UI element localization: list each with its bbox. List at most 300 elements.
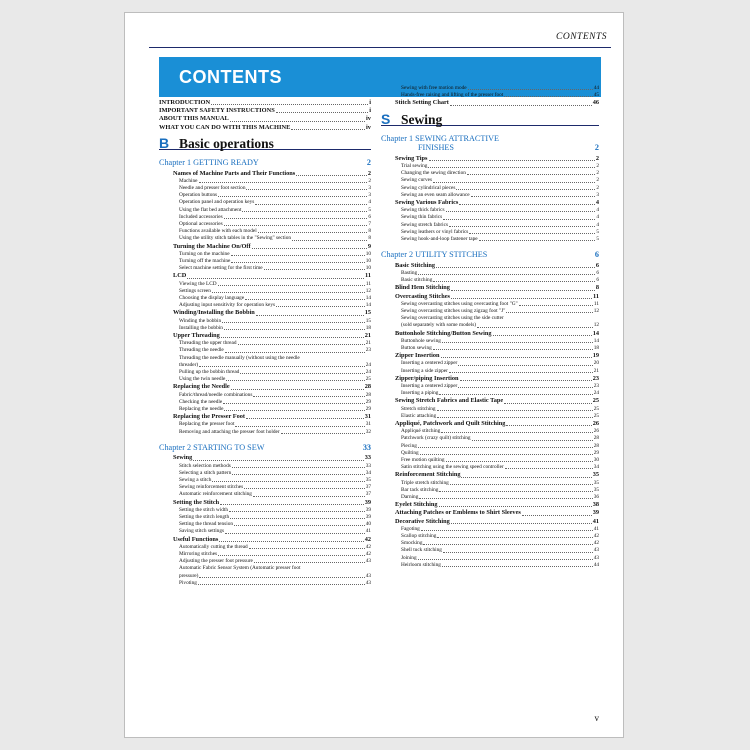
toc-subentry[interactable] [381,555,599,562]
dot-leader [505,468,593,469]
entry-title: Replacing the Presser Foot [173,413,245,421]
dot-leader [198,584,365,585]
dot-leader [245,299,365,300]
entry-title: Pulling up the bobbin thread [179,369,240,375]
toc-heading[interactable] [381,501,599,509]
entry-title: Inserting a centered zipper [401,360,458,367]
entry-page: 28 [364,383,371,391]
chapter-title: Chapter 2 STARTING TO SEW [159,442,265,452]
toc-subentry[interactable] [381,480,599,487]
entry-page: 11 [593,292,599,300]
toc-subentry[interactable] [159,514,371,521]
toc-subentry[interactable] [381,443,599,450]
toc-subentry[interactable] [381,270,599,277]
toc-subentry[interactable] [159,302,371,309]
toc-subentry[interactable] [159,281,371,288]
entry-title: Sewing thick fabrics [401,207,445,214]
toc-heading[interactable] [381,471,599,479]
toc-heading[interactable] [381,199,599,207]
entry-page: 33 [364,454,371,462]
entry-page: 18 [593,344,599,351]
entry-title: Winding/Installing the Bobbin [173,309,255,317]
toc-subentry[interactable] [381,315,599,322]
section-letter: B [159,134,170,151]
entry-page: 6 [368,213,371,220]
dot-leader [446,461,593,462]
entry-title: LCD [173,272,187,280]
dot-leader [187,278,364,279]
toc-subentry[interactable] [159,235,371,242]
dot-leader [442,342,593,343]
entry-page: 43 [593,547,599,554]
entry-title: Installing the bobbin [179,324,223,331]
entry-title: Settings screen [179,287,211,294]
toc-heading[interactable] [159,332,371,340]
entry-title: Threading the needle [179,347,224,354]
entry-page: 28 [365,391,371,398]
entry-title: Sewing overcasting stitches using the side cutter [401,315,504,322]
dot-leader [211,104,368,105]
entry-page: 5 [596,228,599,235]
dot-leader [460,380,592,381]
toc-subentry[interactable] [381,533,599,540]
chapter-title-line1: Chapter 1 SEWING ATTRACTIVE [381,133,500,143]
toc-heading[interactable] [381,262,599,270]
toc-heading[interactable] [381,352,599,360]
toc-subentry[interactable] [159,376,371,383]
entry-page: 41 [365,528,371,535]
chapter-heading[interactable] [381,134,599,152]
toc-subentry[interactable] [159,340,371,347]
dot-leader [199,182,368,183]
dot-leader [504,403,592,404]
dot-leader [224,225,368,226]
toc-heading[interactable] [381,155,599,163]
entry-page: 2 [368,177,371,184]
toc-heading[interactable] [159,499,371,507]
entry-title: Selecting a stitch pattern [179,469,232,476]
toc-subentry[interactable] [159,528,371,535]
section-letter: S [381,110,391,127]
toc-subentry[interactable] [159,214,371,221]
entry-title: Patchwork (crazy quilt) stitching [401,435,471,442]
toc-subentry[interactable] [159,369,371,376]
left-column [159,99,371,587]
dot-leader [418,447,593,448]
toc-heading[interactable] [159,413,371,421]
entry-page: 38 [592,501,599,509]
entry-page: 24 [593,390,599,397]
chapter-heading[interactable] [159,443,371,453]
toc-subentry[interactable] [159,325,371,332]
entry-page: 46 [592,99,599,107]
toc-subentry[interactable] [381,229,599,236]
entry-page: 33 [365,462,371,469]
entry-title: Fagoting [401,525,420,532]
toc-subentry[interactable] [381,345,599,352]
entry-page: 43 [365,572,371,579]
continued-entries [381,85,599,108]
entry-page: 35 [592,471,599,479]
entry-page: 6 [596,277,599,284]
entry-page: 6 [596,269,599,276]
dot-leader [437,537,592,538]
entry-title: Darning [401,494,419,501]
toc-heading[interactable] [159,383,371,391]
entry-page: 34 [365,469,371,476]
toc-subentry[interactable] [381,163,599,170]
dot-leader [477,327,593,328]
dot-leader [433,281,595,282]
toc-heading[interactable] [381,420,599,428]
toc-subentry[interactable] [159,178,371,185]
entry-page: 41 [592,517,599,525]
toc-subentry[interactable] [159,558,371,565]
dot-leader [441,357,592,358]
toc-subentry[interactable] [159,228,371,235]
dot-leader [238,344,365,345]
entry-title: Button sewing [401,344,432,351]
toc-heading[interactable] [159,309,371,317]
entry-title: Eyelet Stitching [395,501,438,509]
toc-subentry[interactable] [159,507,371,514]
entry-page: 3 [368,192,371,199]
entry-page: 26 [592,420,599,428]
entry-title: Replacing the needle [179,406,224,413]
toc-heading[interactable] [381,375,599,383]
dot-leader [218,555,365,556]
entry-title: Saving stitch settings [179,528,225,535]
toc-subentry[interactable] [159,199,371,206]
entry-page: 25 [593,405,599,412]
toc-heading[interactable] [381,99,599,107]
entry-page: 10 [365,250,371,257]
dot-leader [437,417,593,418]
toc-heading[interactable] [381,518,599,526]
toc-subentry[interactable] [381,308,599,315]
entry-page: 15 [365,317,371,324]
toc-subentry[interactable] [381,368,599,375]
entry-title: Inserting a piping [401,390,439,397]
dot-leader [449,372,593,373]
entry-title: Piecing [401,442,417,449]
toc-subentry[interactable] [159,258,371,265]
dot-leader [418,559,593,560]
toc-subentry[interactable] [381,526,599,533]
toc-subentry[interactable] [159,355,371,362]
dot-leader [281,433,365,434]
entry-title: Quilting [401,449,419,456]
entry-page: 35 [593,479,599,486]
entry-page: 34 [593,464,599,471]
dot-leader [255,204,367,205]
section-basic-operations [159,134,371,151]
toc-subentry[interactable] [381,494,599,501]
toc-subentry[interactable] [381,207,599,214]
entry-page: 31 [364,413,371,421]
toc-heading[interactable] [159,243,371,251]
dot-leader [222,322,365,323]
toc-subentry[interactable] [381,301,599,308]
dot-leader [291,129,365,130]
dot-leader [220,504,364,505]
intro-entry[interactable] [159,115,371,123]
entry-page: 3 [596,191,599,198]
dot-leader [231,262,364,263]
dot-leader [433,349,593,350]
entry-page: 2 [596,184,599,191]
entry-title: Checking the needle [179,398,223,405]
entry-page: 23 [593,383,599,389]
dot-leader [479,240,596,241]
toc-subentry[interactable] [159,477,371,484]
toc-subentry[interactable] [159,406,371,413]
dot-leader [493,335,592,336]
dot-leader [254,562,365,563]
dot-leader [252,248,367,249]
entry-page: 42 [365,543,371,550]
dot-leader [451,290,595,291]
dot-leader [439,506,592,507]
toc-subentry[interactable] [159,347,371,354]
entry-page: 35 [365,476,371,483]
contents-title: CONTENTS [179,67,282,87]
intro-entry[interactable] [159,124,371,132]
entry-page: 21 [593,367,599,374]
toc-subentry[interactable] [381,457,599,464]
toc-heading[interactable] [381,509,599,517]
entry-title: Sewing hook-and-loop fastener tape [401,236,478,243]
toc-subentry[interactable] [381,185,599,192]
dot-leader [469,233,595,234]
toc-heading[interactable] [381,293,599,301]
entry-page: 37 [365,484,371,491]
toc-subentry[interactable] [381,338,599,345]
toc-subentry[interactable] [159,484,371,491]
toc-subentry[interactable] [159,573,371,580]
entry-page: 42 [593,540,599,547]
toc-subentry[interactable] [381,450,599,457]
entry-title: Included accessories [179,213,223,220]
entry-page: 25 [365,376,371,383]
dot-leader [246,189,367,190]
dot-leader [443,552,593,553]
toc-heading[interactable] [381,330,599,338]
dot-leader [450,484,593,485]
entry-title: Functions available with each model [179,228,257,235]
toc-subentry[interactable] [381,360,599,367]
toc-heading[interactable] [159,454,371,462]
entry-title: Zipper/piping Insertion [395,374,459,382]
entry-page: 7 [368,220,371,227]
toc-subentry[interactable] [159,221,371,228]
toc-subentry[interactable] [159,421,371,428]
toc-subentry[interactable] [381,540,599,547]
intro-list [159,99,371,132]
entry-title: Threading the needle manually (without using the needle [179,354,300,361]
entry-page: 11 [593,300,599,307]
section-title: Basic operations [179,135,274,151]
entry-title: Upper Threading [173,331,220,339]
toc-subentry[interactable] [159,544,371,551]
toc-subentry[interactable] [381,222,599,229]
entry-page: 37 [365,491,371,498]
entry-title: Operation buttons [179,192,218,199]
dot-leader [450,105,592,106]
toc-heading[interactable] [159,272,371,280]
toc-subentry[interactable] [159,491,371,498]
toc-subentry[interactable] [381,435,599,442]
entry-title: Adjusting the presser foot pressure [179,558,253,565]
entry-page: 31 [365,421,371,428]
entry-title: Attaching Patches or Emblems to Shirt Sleeves [395,509,521,517]
dot-leader [240,373,364,374]
entry-title: Blind Hem Stitching [395,284,450,292]
toc-subentry[interactable] [159,207,371,214]
dot-leader [235,426,364,427]
toc-subentry[interactable] [381,214,599,221]
dot-leader [199,366,365,367]
toc-subentry[interactable] [381,428,599,435]
entry-page: 35 [593,486,599,493]
dot-leader [519,305,593,306]
dot-leader [421,530,593,531]
intro-entry[interactable] [159,107,371,115]
toc-subentry[interactable] [381,277,599,284]
dot-leader [419,498,592,499]
entry-page: 40 [365,521,371,528]
dot-leader [467,174,595,175]
entry-page: 10 [365,257,371,264]
toc-subentry[interactable] [159,192,371,199]
entry-title: ABOUT THIS MANUAL [159,115,229,123]
dot-leader [451,523,592,524]
toc-subentry[interactable] [159,362,371,369]
entry-title: Sewing stretch fabrics [401,221,449,228]
entry-page: 21 [364,331,371,339]
entry-title: Appliqué, Patchwork and Quilt Stitching [395,420,506,428]
entry-title: Smocking [401,540,423,547]
toc-subentry[interactable] [159,565,371,572]
entry-page: 32 [365,428,371,435]
toc-subentry[interactable] [381,322,599,329]
chapter-page: 2 [366,158,371,168]
dot-leader [232,467,365,468]
entry-page: 25 [592,397,599,405]
dot-leader [224,410,364,411]
page-number: v [594,713,599,723]
toc-heading[interactable] [159,170,371,178]
entry-title: Scallop stitching [401,533,437,540]
toc-heading[interactable] [381,284,599,292]
entry-title: Trial sewing [401,163,428,170]
entry-page: 5 [596,236,599,243]
dot-leader [442,566,593,567]
toc-heading[interactable] [381,397,599,405]
entry-title: Bar tack stitching [401,486,439,493]
entry-title: Hands-free raising and lifting of the presser foot [401,92,504,99]
entry-page: 4 [596,207,599,214]
toc-subentry[interactable] [159,251,371,258]
toc-subentry[interactable] [159,295,371,302]
header-rule [149,47,611,48]
entry-title: Fabric/thread/needle combinations [179,391,253,398]
dot-leader [420,454,593,455]
toc-subentry[interactable] [381,192,599,199]
dot-leader [429,160,595,161]
toc-subentry[interactable] [381,236,599,243]
entry-title: Basic Stitching [395,261,436,269]
entry-title: Appliqué stitching [401,428,441,435]
toc-subentry[interactable] [159,429,371,436]
entry-title: Joining [401,554,417,561]
toc-subentry[interactable] [159,265,371,272]
entry-page: 11 [365,280,371,287]
entry-page: 18 [365,324,371,331]
entry-title: (sold separately with some models) [401,322,477,329]
toc-subentry[interactable] [381,487,599,494]
entry-page: iv [366,115,371,123]
toc-subentry[interactable] [159,392,371,399]
entry-title: Sewing a stitch [179,476,212,483]
dot-leader [441,432,592,433]
toc-subentry[interactable] [159,185,371,192]
toc-subentry[interactable] [159,580,371,587]
entry-page: 43 [365,579,371,586]
toc-subentry[interactable] [159,399,371,406]
toc-subentry[interactable] [381,406,599,413]
entry-title: Setting the stitch width [179,506,228,513]
toc-subentry[interactable] [381,92,599,99]
dot-leader [218,196,367,197]
intro-entry[interactable] [159,99,371,107]
entry-page: 24 [365,369,371,375]
toc-subentry[interactable] [381,177,599,184]
toc-subentry[interactable] [159,521,371,528]
toc-heading[interactable] [159,536,371,544]
toc-subentry[interactable] [381,562,599,569]
entry-title: Stretch stitching [401,405,436,412]
toc-subentry[interactable] [381,413,599,420]
entry-title: INTRODUCTION [159,99,211,106]
toc-subentry[interactable] [381,547,599,554]
toc-subentry[interactable] [381,85,599,92]
entry-title: Reinforcement Stitching [395,471,461,479]
entry-page: 15 [364,309,371,317]
chapter-heading[interactable] [381,250,599,260]
dot-leader [246,418,364,419]
toc-subentry[interactable] [381,170,599,177]
entry-title: Basic stitching [401,277,433,284]
toc-subentry[interactable] [159,551,371,558]
chapter-heading[interactable] [159,158,371,168]
toc-subentry[interactable] [159,463,371,470]
entry-title: Pivoting [179,579,197,586]
toc-subentry[interactable] [159,318,371,325]
dot-leader [225,533,365,534]
entry-page: 2 [596,177,599,184]
entry-title: Overcasting Stitches [395,292,450,300]
entry-title: Sewing thin fabrics [401,214,443,221]
toc-subentry[interactable] [381,390,599,397]
entry-title: Inserting a centered zipper [401,383,458,389]
toc-subentry[interactable] [381,383,599,390]
entry-page: i [369,107,371,115]
entry-title: Using the flat bed attachment [179,206,242,213]
toc-subentry[interactable] [159,288,371,295]
toc-subentry[interactable] [159,470,371,477]
toc-subentry[interactable] [381,464,599,471]
